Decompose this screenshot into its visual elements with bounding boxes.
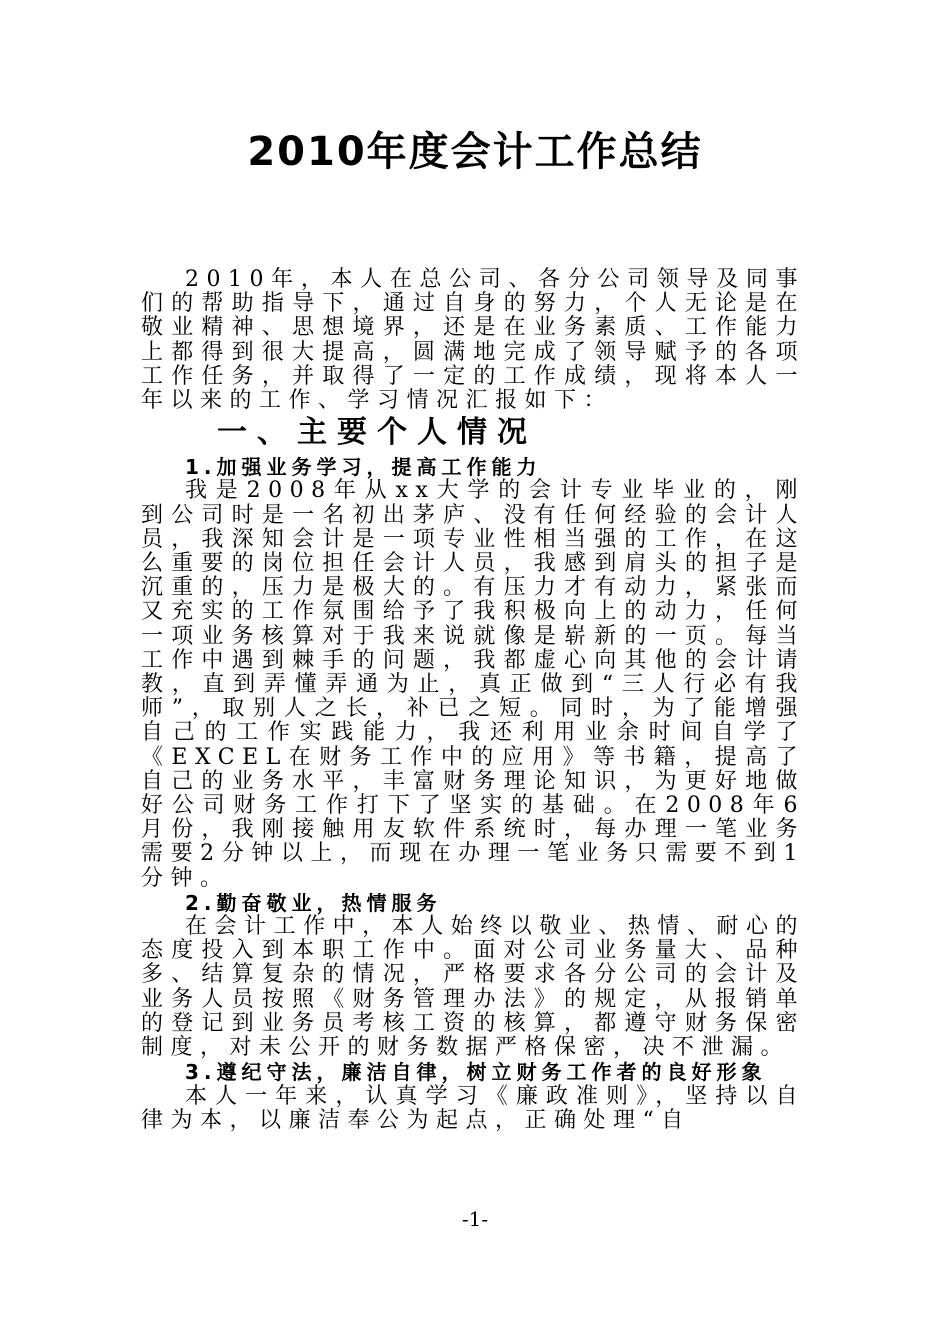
document-title: 2010年度会计工作总结 [247,129,703,175]
subsection-heading-2: 2.勤奋敬业，热情服务 [185,890,442,915]
subsection-paragraph-3: 本人一年来，认真学习《廉政准则》，坚持以自律为本，以廉洁奉公为起点，正确处理“自 [141,1083,805,1133]
subsection-paragraph-2: 在会计工作中，本人始终以敬业、热情、耐心的态度投入到本职工作中。面对公司业务量大、品种多、结算复杂的情况，严格要求各分公司的会计及业务人员按照《财务管理办法》的规定，从报销单的登记到业务员考核工资的核算，都遵守财务保密制度，对未公开的财务数据严格保密，决不泄漏。 [141,914,805,1061]
document-body [141,268,805,1133]
intro-paragraph: 2010年，本人在总公司、各分公司领导及同事们的帮助指导下，通过自身的努力，个人无论是在敬业精神、思想境界，还是在业务素质、工作能力上都得到很大提高，圆满地完成了领导赋予的各项工作任务，并取得了一定的工作成绩，现将本人一年以来的工作、学习情况汇报如下： [141,267,805,414]
page-number: -1- [461,1207,489,1231]
subsection-heading-1: 1.加强业务学习，提高工作能力 [185,455,542,480]
subsection-paragraph-1: 我是2008年从xx大学的会计专业毕业的，刚到公司时是一名初出茅庐、没有任何经验的会计人员，我深知会计是一项专业性相当强的工作，在这么重要的岗位担任会计人员，我感到肩头的担子是沉重的，压力是极大的。有压力才有动力，紧张而又充实的工作氛围给予了我积极向上的动力，任何一项业务核算对于我来说就像是崭新的一页。每当工作中遇到棘手的问题，我都虚心向其他的会计请教，直到弄懂弄通为止，真正做到“三人行必有我师”，取别人之长，补已之短。同时，为了能增强自己的工作实践能力，我还利用业余时间自学了《EXCEL在财务工作中的应用》等书籍，提高了自己的业务水平，丰富财务理论知识，为更好地做好公司财务工作打下了坚实的基础。在2008年6月份，我刚接触用友软件系统时，每办理一笔业务需要2分钟以上，而现在办理一笔业务只需要不到1分钟。 [141,478,805,891]
section-heading: 一、主要个人情况 [217,415,537,451]
subsection-heading-3: 3.遵纪守法，廉洁自律，树立财务工作者的良好形象 [185,1060,767,1085]
